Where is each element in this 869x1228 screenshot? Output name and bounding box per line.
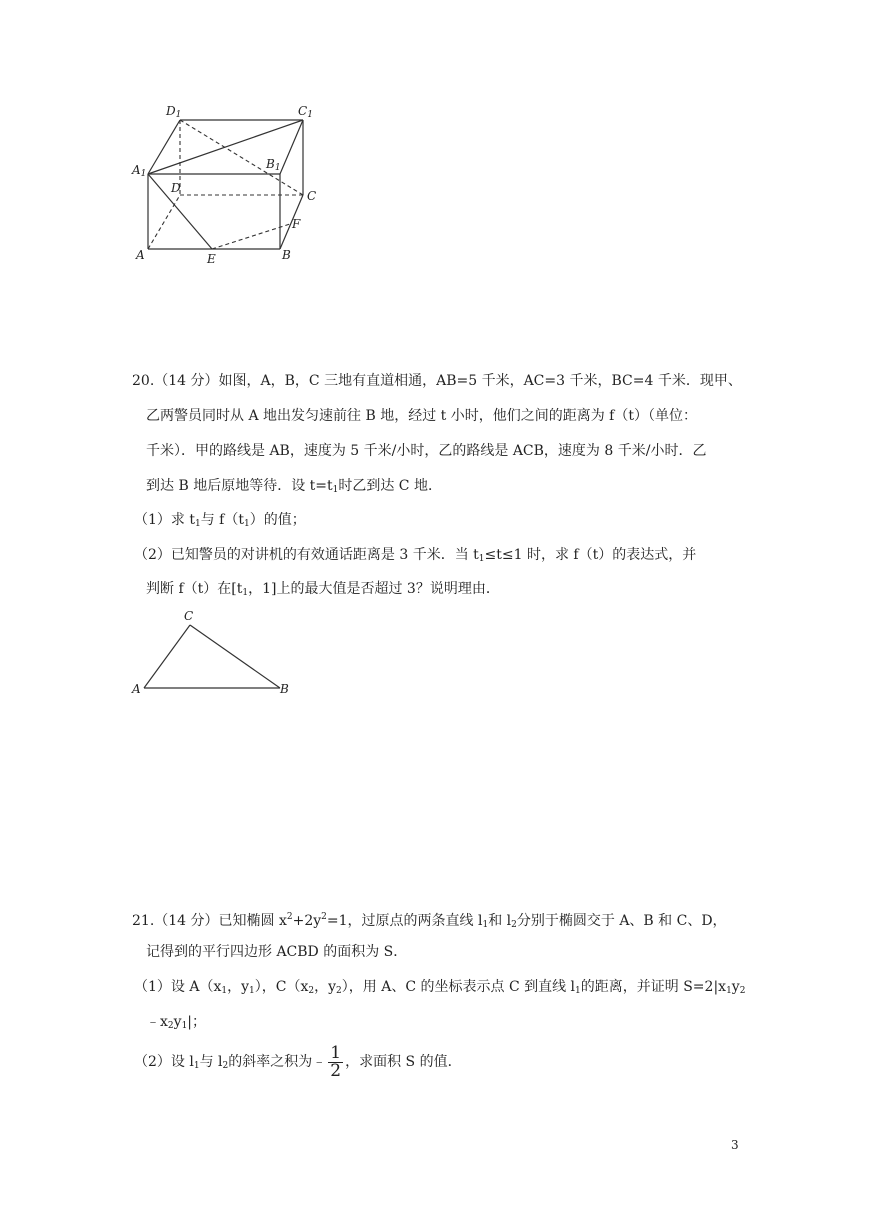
q21-line2: 记得到的平行四边形 ACBD 的面积为 S． <box>146 944 408 960</box>
label-c: C <box>307 189 317 203</box>
label-a: A <box>132 682 141 696</box>
q20-part2-cont: 判断 f（t）在[$t_1$，1]上的最大值是否超过 3？说明理由． <box>146 581 500 598</box>
page-number: 3 <box>731 1138 739 1152</box>
label-d1: D1 <box>166 104 182 120</box>
q20-line3: 千米）．甲的路线是 AB，速度为 5 千米/小时，乙的路线是 ACB，速度为 8 千米/小时．乙 <box>146 443 707 459</box>
label-d: D <box>171 181 181 195</box>
label-c1: C1 <box>298 104 313 120</box>
label-b1: B1 <box>266 157 281 173</box>
label-f: F <box>292 217 301 231</box>
label-a: A <box>136 248 145 262</box>
q21-part1-cont: $﹣x_2y_1|$； <box>146 1014 207 1031</box>
label-c: C <box>184 609 194 623</box>
label-e: E <box>207 252 216 266</box>
q20-line2: 乙两警员同时从 A 地出发匀速前往 B 地，经过 t 小时，他们之间的距离为 f（t）（单位： <box>146 408 697 424</box>
q20-part1: （1）求 $t_1$与 $f(t_1)$的值； <box>134 512 306 529</box>
label-a1: A1 <box>132 163 147 179</box>
fraction-one-half: $\frac{1}{2}$ <box>330 1042 342 1081</box>
q20-line4: 到达 B 地后原地等待．设 $t=t_1$时乙到达 C 地． <box>146 478 442 495</box>
cuboid-figure <box>120 100 340 270</box>
q21-part1: （1）设 $A(x_1$，$y_1$），$C(x_2$，$y_2$），用 A、C 的坐标表示点 C 到直线 $l_1$的距离，并证明 $S=2|x_1y_2$ <box>134 979 746 996</box>
q21-part2: （2）设 $l_1$与 $l_2$的斜率之积为﹣ $\frac{1}{2}$ ，求面积 S 的值． <box>134 1042 462 1081</box>
q21-line1: 21.（14 分）已知椭圆 $x^2+2y^2=1$，过原点的两条直线 $l_1$和 $l_2$分别于椭圆交于 A、B 和 C、D， <box>132 912 727 930</box>
label-b: B <box>282 248 291 262</box>
q20-line1: 20.（14 分）如图，A，B，C 三地有直道相通，AB=5 千米，AC=3 千米，BC=4 千米．现甲、 <box>132 373 742 389</box>
triangle-figure <box>120 600 310 705</box>
label-b: B <box>280 682 289 696</box>
q20-part2: （2）已知警员的对讲机的有效通话距离是 3 千米．当 $t_1\le t\le 1$ 时，求 f（t）的表达式，并 <box>134 547 697 564</box>
